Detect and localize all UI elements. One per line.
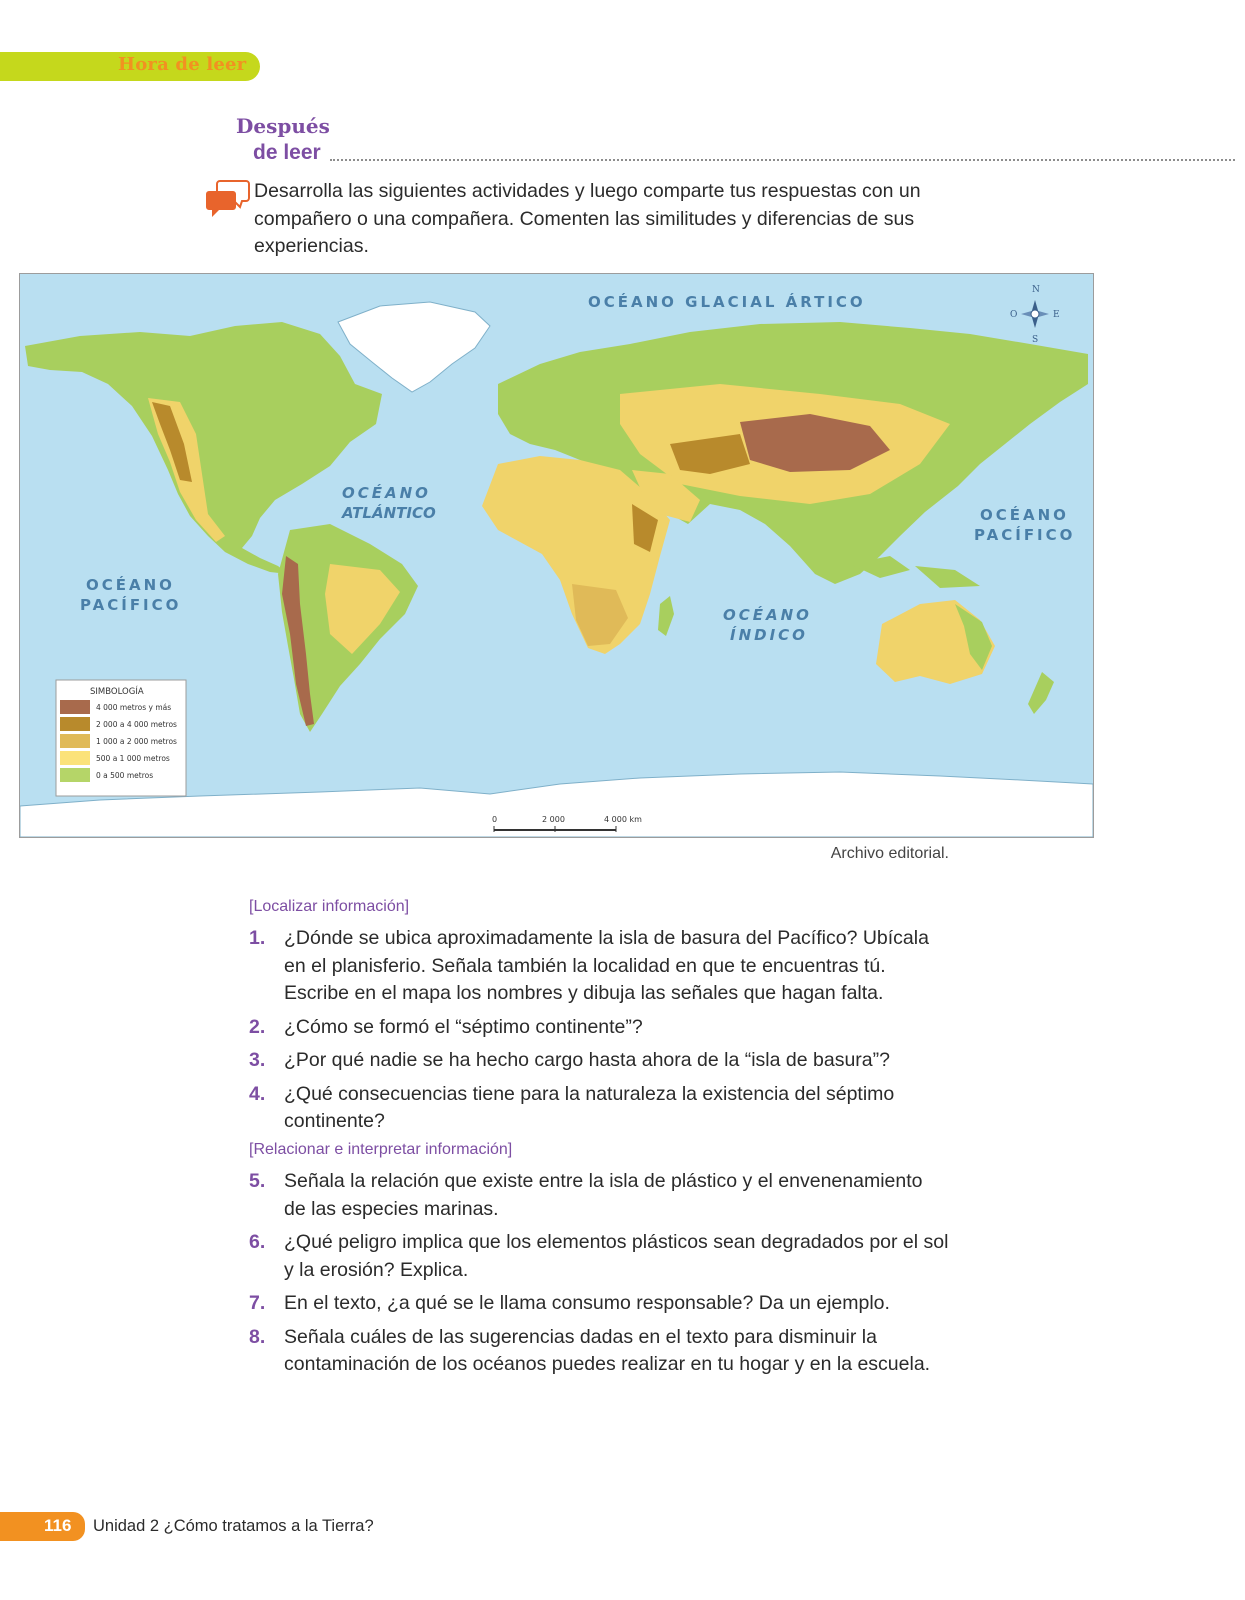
legend-label: 4 000 metros y más bbox=[96, 703, 172, 712]
speech-bubbles-icon bbox=[206, 177, 250, 219]
legend-swatch bbox=[60, 717, 90, 731]
legend-swatch bbox=[60, 751, 90, 765]
question-number: 1. bbox=[249, 927, 266, 949]
legend-swatch bbox=[60, 700, 90, 714]
question-text: Señala la relación que existe entre la isla de plástico y el envenenamiento de las especies marinas. bbox=[284, 1170, 923, 1220]
question-item bbox=[249, 1290, 949, 1318]
legend-swatch bbox=[60, 768, 90, 782]
section-tab bbox=[0, 52, 260, 81]
world-physical-map bbox=[19, 273, 1094, 838]
label-pacific-west-1: OCÉANO bbox=[86, 576, 175, 594]
question-item bbox=[249, 1081, 949, 1136]
question-item bbox=[249, 1168, 949, 1223]
section-subtitle: de leer bbox=[253, 141, 321, 164]
scale-label-0: 0 bbox=[492, 815, 498, 824]
page-number-tab bbox=[0, 1512, 85, 1541]
legend-label: 1 000 a 2 000 metros bbox=[96, 737, 177, 746]
question-list-2 bbox=[249, 1168, 949, 1385]
label-arctic-ocean: OCÉANO GLACIAL ÁRTICO bbox=[588, 293, 866, 311]
question-number: 8. bbox=[249, 1325, 266, 1348]
question-item bbox=[249, 1229, 949, 1284]
scale-label-2000: 2 000 bbox=[542, 815, 565, 824]
page-number: 116 bbox=[44, 1516, 72, 1535]
question-text: ¿Cómo se formó el “séptimo continente”? bbox=[284, 1015, 643, 1038]
label-pacific-west-2: PACÍFICO bbox=[80, 596, 182, 614]
label-indian-2: ÍNDICO bbox=[730, 626, 808, 644]
section-tab-label: Hora de leer bbox=[118, 54, 247, 75]
label-atlantic-1: OCÉANO bbox=[342, 484, 431, 502]
question-text: ¿Por qué nadie se ha hecho cargo hasta ahora de la “isla de basura”? bbox=[284, 1049, 890, 1071]
question-text: ¿Qué peligro implica que los elementos plásticos sean degradados por el sol y la erosión? Explica. bbox=[284, 1231, 949, 1281]
instructions-text: Desarrolla las siguientes actividades y luego comparte tus respuestas con un compañero o una compañera. Comenten las similitudes y diferencias de sus experiencias. bbox=[254, 180, 921, 257]
legend-label: 2 000 a 4 000 metros bbox=[96, 720, 177, 729]
question-item bbox=[249, 1047, 949, 1075]
legend-swatch bbox=[60, 734, 90, 748]
question-category-relate: [Relacionar e interpretar información] bbox=[249, 1141, 513, 1158]
question-item bbox=[249, 1014, 949, 1042]
legend-label: 500 a 1 000 metros bbox=[96, 754, 170, 763]
map-canvas bbox=[20, 274, 1093, 837]
compass-west: O bbox=[1010, 310, 1018, 320]
scale-label-4000: 4 000 km bbox=[604, 815, 642, 824]
compass-south: S bbox=[1032, 335, 1039, 345]
question-text: ¿Qué consecuencias tiene para la naturaleza la existencia del séptimo continente? bbox=[284, 1082, 895, 1132]
question-number: 4. bbox=[249, 1082, 266, 1105]
label-indian-1: OCÉANO bbox=[723, 606, 812, 624]
question-item bbox=[249, 1324, 949, 1379]
label-atlantic-2: ATLÁNTICO bbox=[342, 504, 436, 522]
legend-title: SIMBOLOGÍA bbox=[90, 687, 144, 697]
question-number: 6. bbox=[249, 1231, 266, 1253]
question-text: En el texto, ¿a qué se le llama consumo responsable? Da un ejemplo. bbox=[284, 1292, 890, 1314]
label-pacific-east-1: OCÉANO bbox=[980, 506, 1069, 524]
legend-label: 0 a 500 metros bbox=[96, 771, 154, 780]
section-title: Después bbox=[236, 114, 330, 138]
compass-north: N bbox=[1032, 285, 1040, 295]
question-number: 7. bbox=[249, 1292, 266, 1314]
unit-title: Unidad 2 ¿Cómo tratamos a la Tierra? bbox=[93, 1517, 374, 1535]
question-number: 2. bbox=[249, 1015, 266, 1038]
label-pacific-east-2: PACÍFICO bbox=[974, 526, 1076, 544]
question-list-1 bbox=[249, 925, 949, 1142]
map-legend bbox=[56, 680, 186, 796]
question-category-locate: [Localizar información] bbox=[249, 898, 410, 915]
question-text: Señala cuáles de las sugerencias dadas en el texto para disminuir la contaminación de los océanos puedes realizar en tu hogar y en la escuela. bbox=[284, 1325, 931, 1375]
dotted-divider bbox=[330, 159, 1235, 161]
question-item bbox=[249, 925, 949, 1008]
question-number: 5. bbox=[249, 1170, 266, 1192]
image-credit: Archivo editorial. bbox=[830, 845, 949, 862]
question-number: 3. bbox=[249, 1049, 266, 1071]
compass-east: E bbox=[1053, 310, 1060, 320]
question-text: ¿Dónde se ubica aproximadamente la isla de basura del Pacífico? Ubícala en el planisferio. Señala también la localidad en que te encuentras tú. Escribe en el mapa los nombres y dibuja las señales que hagan falta. bbox=[284, 927, 929, 1004]
